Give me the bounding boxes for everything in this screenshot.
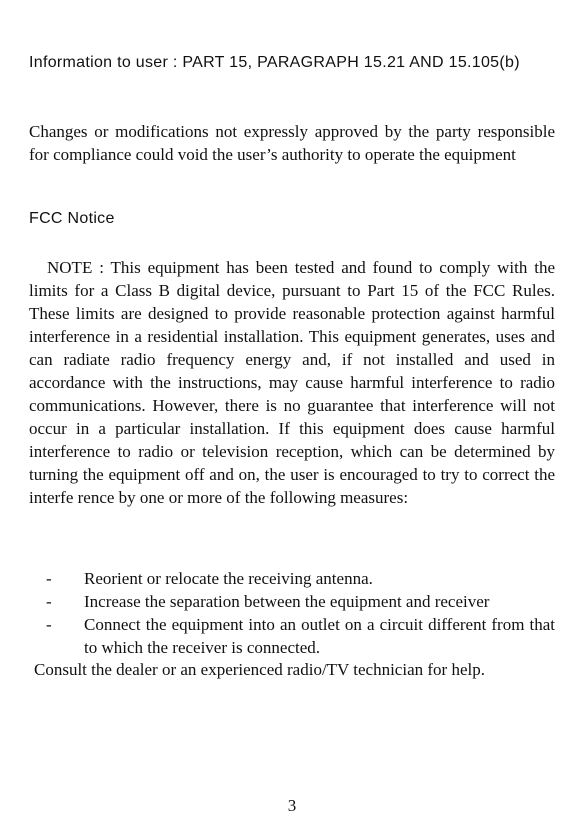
modification-warning-paragraph: Changes or modifications not expressly approved by the party responsible for compliance could void the user’s authority to operate the equipment: [29, 122, 555, 164]
list-bullet: -: [46, 592, 52, 611]
consult-dealer-text: Consult the dealer or an experienced radio/TV technician for help.: [34, 660, 485, 679]
fcc-note-paragraph: NOTE : This equipment has been tested and found to comply with the limits for a Class B digital device, pursuant to Part 15 of the FCC Rules. These limits are designed to provide reasonable protection against harmful interference in a residential installation. This equipment generates, uses and can radiate radio frequency energy and, if not installed and used in accordance with the instructions, may cause harmful interference to radio communications. However, there is no guarantee that interference will not occur in a particular installation. If this equipment does cause harmful interference to radio or television reception, which can be determined by turning the equipment off and on, the user is encouraged to try to correct the interfe rence by one or more of the following measures:: [29, 258, 555, 507]
list-bullet: -: [46, 569, 52, 588]
section-heading-part15: Information to user : PART 15, PARAGRAPH 15.21 AND 15.105(b): [29, 54, 520, 71]
page-number: 3: [287, 796, 297, 815]
list-item: [29, 590, 555, 613]
measure-text: Increase the separation between the equipment and receiver: [84, 592, 490, 611]
list-bullet: -: [46, 615, 52, 634]
measure-text: Reorient or relocate the receiving antenna.: [84, 569, 373, 588]
measure-text: Connect the equipment into an outlet on a circuit different from that to which the receiver is connected.: [84, 615, 555, 657]
fcc-notice-heading: FCC Notice: [29, 210, 115, 227]
interference-measures-list: [29, 567, 555, 659]
list-item: [29, 613, 555, 659]
list-item: [29, 567, 555, 590]
